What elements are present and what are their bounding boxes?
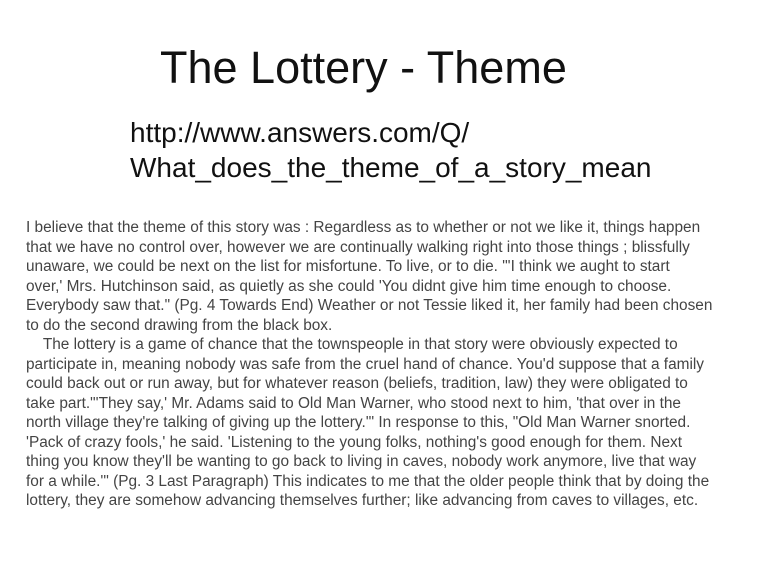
body-line: over,' Mrs. Hutchinson said, as quietly as she could 'You didnt give him time enough to choose. xyxy=(26,277,672,295)
body-line: lottery, they are somehow advancing themselves further; like advancing from caves to villages, etc. xyxy=(26,492,699,509)
slide-title: The Lottery - Theme xyxy=(160,42,567,93)
body-text xyxy=(26,218,750,511)
body-line: that we have no control over, however we are continually walking right into those things ; blissfully xyxy=(26,238,690,256)
body-line: The lottery is a game of chance that the townspeople in that story were obviously expected to xyxy=(26,336,678,353)
body-line: thing you know they'll be wanting to go back to living in caves, nobody work anymore, live that way xyxy=(26,453,697,470)
source-link xyxy=(130,115,750,185)
body-line: 'Pack of crazy fools,' he said. 'Listening to the young folks, nothing's good enough for them. Next xyxy=(26,433,682,451)
body-line: for a while.'" (Pg. 3 Last Paragraph) This indicates to me that the older people think that by doing the xyxy=(26,472,710,490)
body-line: I believe that the theme of this story was : Regardless as to whether or not we like it, things happen xyxy=(26,219,701,236)
body-line: participate in, meaning nobody was safe from the cruel hand of chance. You'd suppose that a family xyxy=(26,355,704,373)
source-link-line-2: What_does_the_theme_of_a_story_mean xyxy=(130,152,652,183)
body-line: could back out or run away, but for whatever reason (beliefs, tradition, law) they were obligated to xyxy=(26,375,688,392)
source-link-line-1: http://www.answers.com/Q/ xyxy=(130,117,470,148)
body-line: Everybody saw that." (Pg. 4 Towards End) Weather or not Tessie liked it, her family had been chosen xyxy=(26,297,713,314)
body-line: take part."'They say,' Mr. Adams said to Old Man Warner, who stood next to him, 'that over in the xyxy=(26,394,681,412)
body-line: unaware, we could be next on the list for misfortune. To live, or to die. "'I think we aught to start xyxy=(26,258,670,275)
body-line: to do the second drawing from the black box. xyxy=(26,316,333,334)
body-line: north village they're talking of giving up the lottery.'" In response to this, "Old Man Warner snorted. xyxy=(26,414,691,431)
